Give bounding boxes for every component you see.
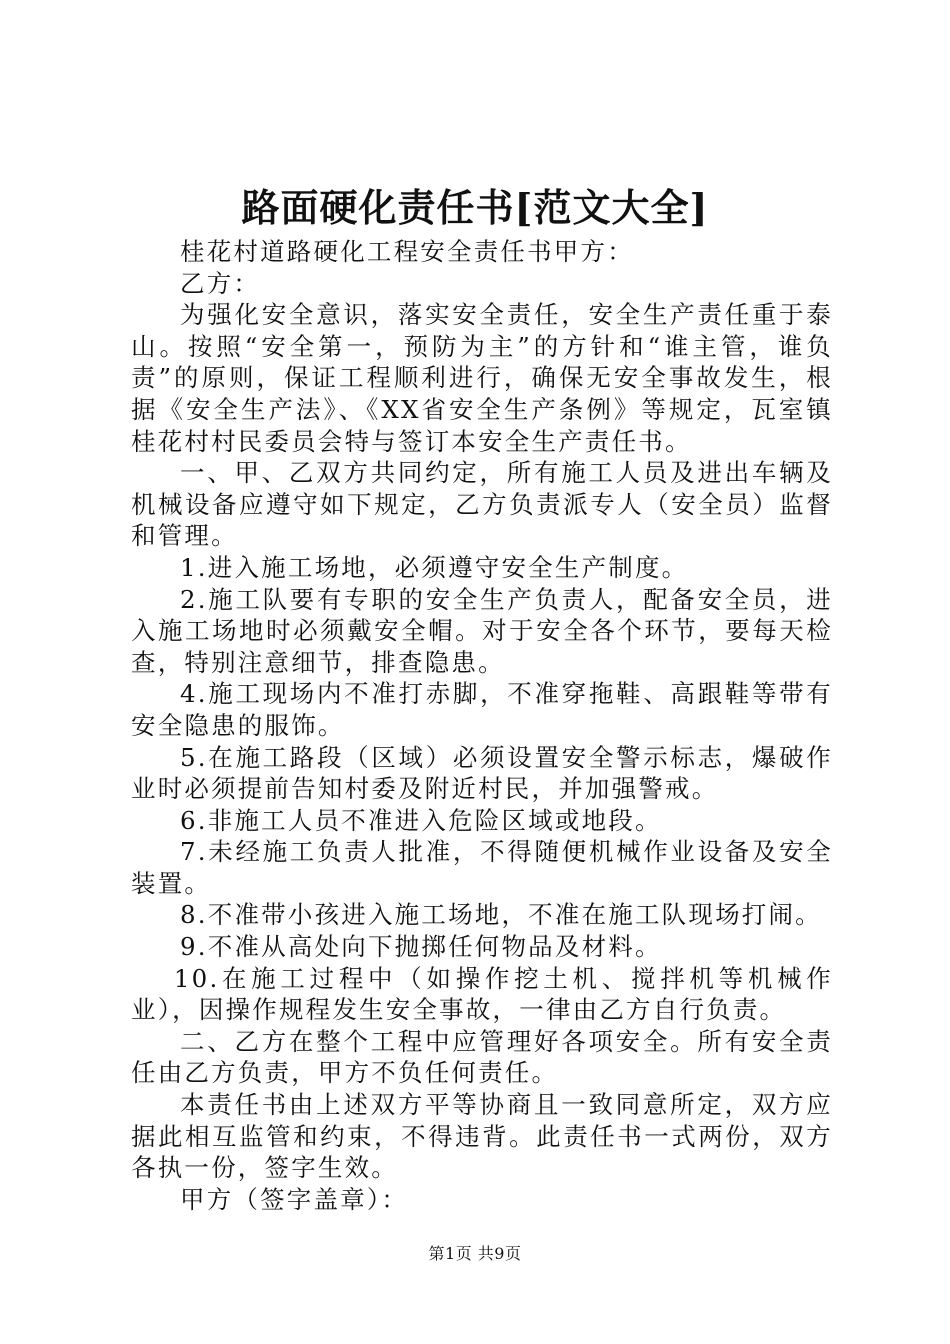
paragraph-signature-party-a: 甲方（签字盖章）： bbox=[180, 1184, 409, 1214]
paragraph-rule-10: 10.在施工过程中（如操作挖土机、搅拌机等机械作业），因操作规程发生安全事故，一律由乙方自行负责。 bbox=[131, 963, 833, 1025]
paragraph-rule-7: 7.未经施工负责人批准，不得随便机械作业设备及安全装置。 bbox=[131, 837, 833, 898]
paragraph-rule-1: 1.进入施工场地，必须遵守安全生产制度。 bbox=[180, 552, 689, 582]
document-body bbox=[131, 236, 833, 1215]
paragraph-section-one: 一、甲、乙双方共同约定，所有施工人员及进出车辆及机械设备应遵守如下规定，乙方负责派专人（安全员）监督和管理。 bbox=[131, 458, 833, 551]
paragraph-rule-5: 5.在施工路段（区域）必须设置安全警示标志，爆破作业时必须提前告知村委及附近村民，并加强警戒。 bbox=[131, 742, 833, 804]
paragraph-section-two: 二、乙方在整个工程中应管理好各项安全。所有安全责任由乙方负责，甲方不负任何责任。 bbox=[131, 1026, 833, 1088]
page-footer: 第1页 共9页 bbox=[428, 1244, 522, 1263]
paragraph-rule-8: 8.不准带小孩进入施工场地，不准在施工队现场打闹。 bbox=[180, 900, 822, 930]
paragraph-rule-9: 9.不准从高处向下抛掷任何物品及材料。 bbox=[180, 932, 662, 962]
paragraph-closing: 本责任书由上述双方平等协商且一致同意所定，双方应据此相互监管和约束，不得违背。此责任书一式两份，双方各执一份，签字生效。 bbox=[131, 1090, 833, 1183]
document-title: 路面硬化责任书[范文大全] bbox=[241, 185, 709, 230]
paragraph-rule-2: 2.施工队要有专职的安全生产负责人，配备安全员，进入施工场地时必须戴安全帽。对于安全各个环节，要每天检查，特别注意细节，排查隐患。 bbox=[131, 584, 833, 677]
paragraph-party-b: 乙方： bbox=[180, 268, 261, 298]
paragraph-rule-4: 4.施工现场内不准打赤脚，不准穿拖鞋、高跟鞋等带有安全隐患的服饰。 bbox=[131, 679, 833, 740]
paragraph-preamble: 为强化安全意识，落实安全责任，安全生产责任重于泰山。按照“安全第一，预防为主”的方针和“谁主管，谁负责”的原则，保证工程顺利进行，确保无安全事故发生，根据《安全生产法》、《XX省安全生产条例》等规定，瓦室镇桂花村村民委员会特与签订本安全生产责任书。 bbox=[131, 300, 833, 456]
paragraph-heading-line: 桂花村道路硬化工程安全责任书甲方： bbox=[180, 237, 634, 266]
paragraph-rule-6: 6.非施工人员不准进入危险区域或地段。 bbox=[180, 805, 662, 835]
